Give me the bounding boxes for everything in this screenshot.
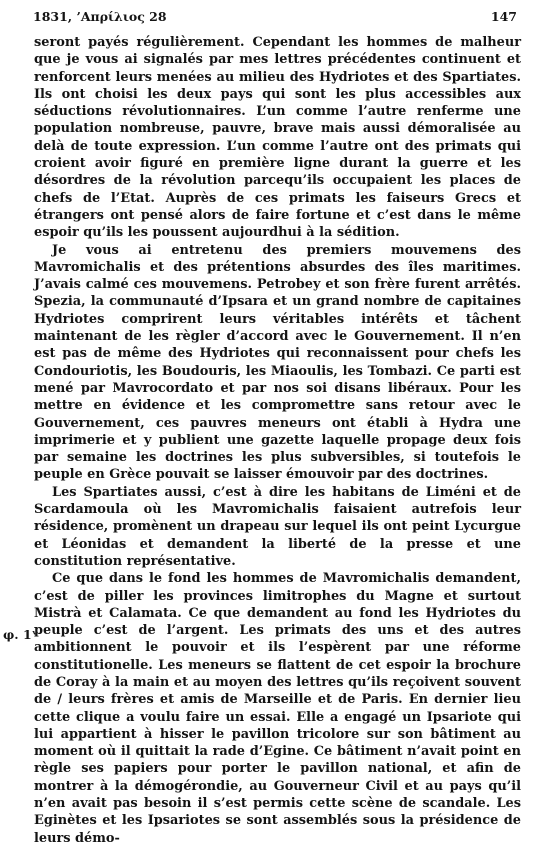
paragraph-1: seront payés régulièrement. Cependant les hommes de malheur que je vous ai signalés par mes lettres précédentes continuent et renforcent leurs menées au milieu des Hydriotes et des Spartiates. Ils ont choisi les deux pays qui sont les plus accessibles aux séductions révolutionnaires. L’un comme l’autre renferme une population nombreuse, pauvre, brave mais aussi démoralisée au delà de toute expression. L’un comme l’autre ont des primats qui croient avoir figuré en première ligne durant la guerre et les désordres de la révolution parcequ’ils occupaient les places de chefs de l’Etat. Auprès de ces primats les faiseurs Grecs et étrangers ont pensé alors de faire fortune et c’est dans le même espoir qu’ils les poussent aujourdhui à la sédition. bbox=[34, 35, 521, 241]
paragraph-3: Les Spartiates aussi, c’est à dire les habitans de Liméni et de Scardamoula où les Mavromichalis faisaient autrefois leur résidence, promènent un drapeau sur lequel ils ont peint Lycurgue et Léonidas et demandent la liberté de la presse et une constitution représentative. bbox=[34, 484, 521, 569]
paragraph-2: Je vous ai entretenu des premiers mouvemens des Mavromichalis et des prétentions absurdes des îles maritimes. J’avais calmé ces mouvemens. Petrobey et son frère furent arrêtés. Spezia, la communauté d’Ipsara et un grand nombre de capitaines Hydriotes comprirent leurs véritables intérêts et tâchent maintenant de les règler d’accord avec le Gouvernement. Il n’en est pas de même des Hydriotes qui reconnaissent pour chefs les Condouriotis, les Boudouris, les Miaoulis, les Tombazi. Ce parti est mené par Mavrocordato et par nos soi disans libéraux. Pour les mettre en évidence et les compromettre sans retour avec le Gouvernement, ces pauvres meneurs ont établi à Hydra une imprimerie et y publient une gazette laquelle propage deux fois par semaine les doctrines les plus subversibles, si toutefois le peuple en Grèce pouvait se laisser émouvoir par des doctrines. bbox=[34, 242, 521, 483]
paragraph-4: Ce que dans le fond les hommes de Mavromichalis demandent, c’est de piller les provinces limitrophes du Magne et surtout Mistrà et Calamata. Ce que demandent au fond les Hydriotes du peuple c’est de l’argent. Les primats des uns et des autres ambitionnent le pouvoir et ils l’espèrent par une réforme constitutionelle. Les meneurs se flattent de cet espoir la brochure de Coray à la main et au moyen des lettres qu’ils reçoivent souvent de / leurs frères et amis de Marseille et de Paris. En dernier lieu cette clique a voulu faire un essai. Elle a engagé un Ipsariote qui lui appartient à hisser le pavillon tricolore sur son bâtiment au moment où il quittait la rade d’Egine. Ce bâtiment n’avait point en règle ses papiers pour porter le pavillon national, et afin de montrer à la démogérondie, au Gouverneur Civil et au pays qu’il n’en avait pas besoin il s’est permis cette scène de scandale. Les Eginètes et les Ipsariotes se sont assemblés sous la présidence de leurs démo- bbox=[34, 571, 521, 846]
running-header-date: 1831, ’Απρίλιος 28 bbox=[33, 9, 167, 24]
page-number: 147 bbox=[490, 9, 517, 24]
letter-body bbox=[34, 34, 521, 847]
folio-margin-note: φ. 1ᵛ bbox=[3, 627, 38, 642]
